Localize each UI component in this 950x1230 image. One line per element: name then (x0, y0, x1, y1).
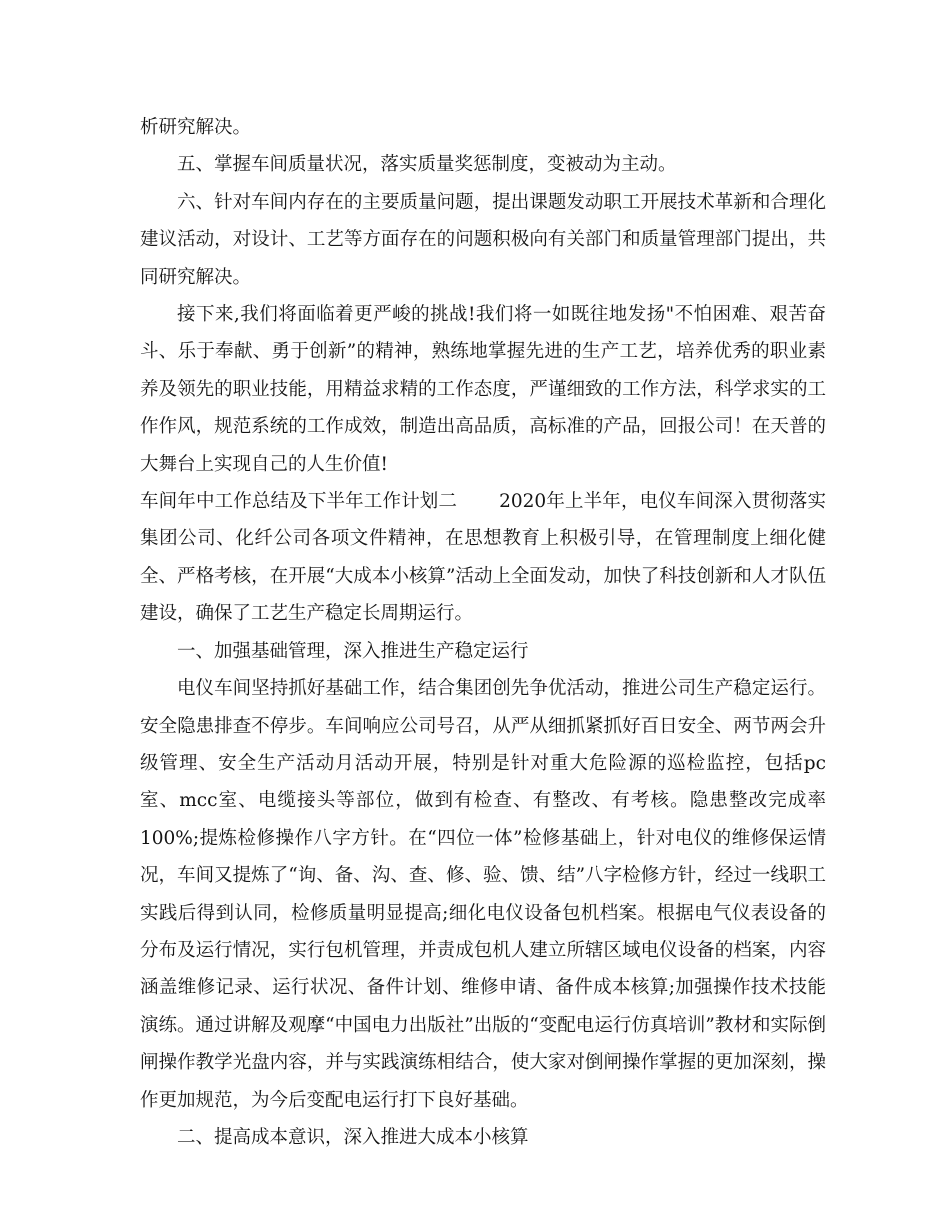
section-title: 车间年中工作总结及下半年工作计划二 (140, 491, 458, 513)
paragraph-heading-one: 一、加强基础管理，深入推进生产稳定运行 (177, 640, 529, 662)
paragraph-continuation: 析研究解决。 (140, 117, 252, 138)
section-heading-paragraph (140, 483, 826, 633)
section-intro: 2020年上半年，电仪车间深入贯彻落实集团公司、化纤公司各项文件精神，在思想教育上积极引导，在管理制度上细化健全、严格考核，在开展“大成本小核算”活动上全面发动，加快了科技创新和人才队伍建设，确保了工艺生产稳定长周期运行。 (140, 491, 826, 625)
document-body (140, 109, 826, 1156)
paragraph-item-six: 六、针对车间内存在的主要质量问题，提出课题发动职工开展技术革新和合理化建议活动，对设计、工艺等方面存在的问题积极向有关部门和质量管理部门提出，共同研究解决。 (140, 191, 826, 288)
paragraph-heading-two: 二、提高成本意识，深入推进大成本小核算 (177, 1126, 529, 1148)
paragraph-outlook: 接下来,我们将面临着更严峻的挑战!我们将一如既往地发扬"不怕困难、艰苦奋斗、乐于奉献、勇于创新”的精神，熟练地掌握先进的生产工艺，培养优秀的职业素养及领先的职业技能，用精益求精的工作态度，严谨细致的工作方法，科学求实的工作作风，规范系统的工作成效，制造出高品质，高标准的产品，回报公司！在天普的大舞台上实现自己的人生价值! (140, 304, 826, 475)
paragraph-basic-management: 电仪车间坚持抓好基础工作，结合集团创先争优活动，推进公司生产稳定运行。安全隐患排查不停步。车间响应公司号召，从严从细抓紧抓好百日安全、两节两会升级管理、安全生产活动月活动开展，特别是针对重大危险源的巡检监控，包括pc室、mcc室、电缆接头等部位，做到有检查、有整改、有考核。隐患整改完成率100%;提炼检修操作八字方针。在“四位一体”检修基础上，针对电仪的维修保运情况，车间又提炼了“询、备、沟、查、修、验、馈、结”八字检修方针，经过一线职工实践后得到认同，检修质量明显提高;细化电仪设备包机档案。根据电气仪表设备的分布及运行情况，实行包机管理，并责成包机人建立所辖区域电仪设备的档案，内容涵盖维修记录、运行状况、备件计划、维修申请、备件成本核算;加强操作技术技能演练。通过讲解及观摩“中国电力出版社”出版的“变配电运行仿真培训”教材和实际倒闸操作教学光盘内容，并与实践演练相结合，使大家对倒闸操作掌握的更加深刻，操作更加规范，为今后变配电运行打下良好基础。 (140, 678, 826, 1111)
paragraph-item-five: 五、掌握车间质量状况，落实质量奖惩制度，变被动为主动。 (177, 154, 677, 176)
